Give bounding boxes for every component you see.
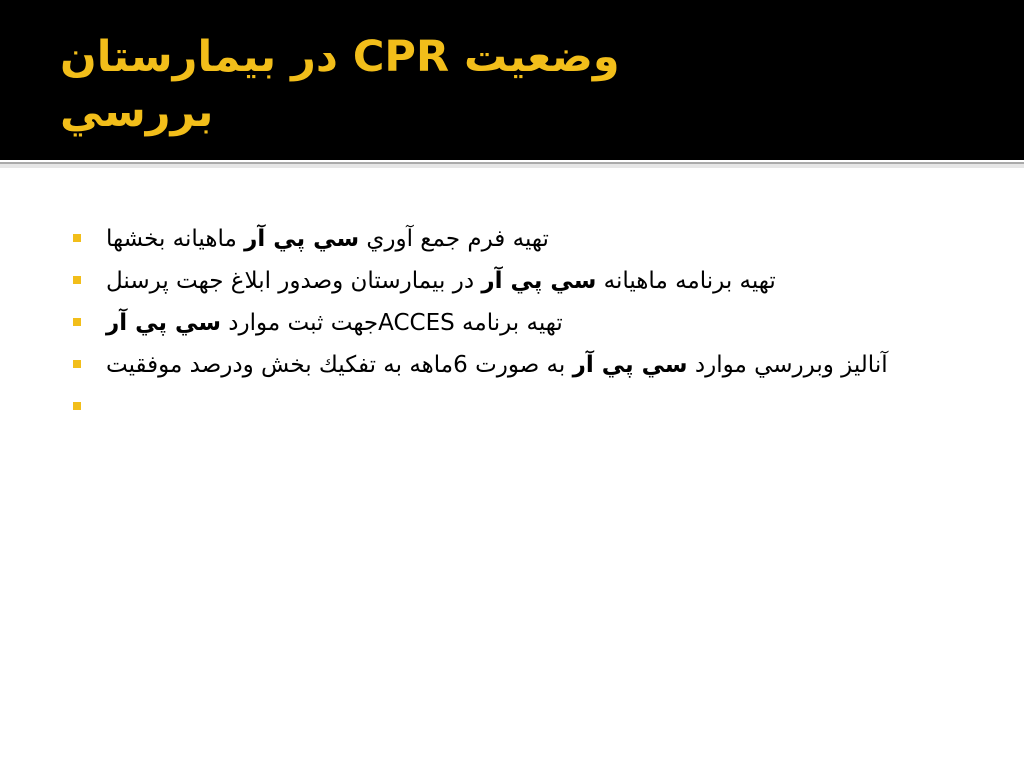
title-divider-shadow: [0, 164, 1024, 168]
title-bar: [0, 0, 1024, 160]
bullet-text: تهيه برنامه ACCESجهت ثبت موارد سي پي آر: [106, 310, 563, 336]
bullet-bold-term: سي پي آر: [106, 310, 221, 336]
slide-title: [60, 30, 760, 140]
bullet-square-icon: [73, 276, 81, 284]
bullet-item: [70, 222, 950, 256]
bullet-square-icon: [73, 402, 81, 410]
bullet-item: [70, 306, 950, 340]
bullet-text: [106, 390, 950, 424]
bullet-text: تهيه برنامه ماهيانه سي پي آر در بيمارستان وصدور ابلاغ جهت پرسنل: [106, 268, 776, 294]
bullet-square-icon: [73, 234, 81, 242]
bullet-text: آناليز وبررسي موارد سي پي آر به صورت 6ماهه به تفكيك بخش ودرصد موفقيت: [106, 352, 888, 378]
title-line-2: بررسي: [60, 87, 214, 137]
bullet-list: [70, 222, 950, 432]
bullet-bold-term: سي پي آر: [481, 268, 597, 294]
bullet-text: تهيه فرم جمع آوري سي پي آر ماهيانه بخشها: [106, 226, 549, 252]
bullet-item: [70, 348, 950, 382]
bullet-square-icon: [73, 318, 81, 326]
bullet-bold-term: سي پي آر: [244, 226, 360, 252]
title-line-1: وضعيت CPR در بيمارستان: [60, 32, 620, 82]
bullet-bold-term: سي پي آر: [572, 352, 688, 378]
bullet-item: [70, 264, 950, 298]
bullet-item-empty: [70, 390, 950, 424]
bullet-square-icon: [73, 360, 81, 368]
